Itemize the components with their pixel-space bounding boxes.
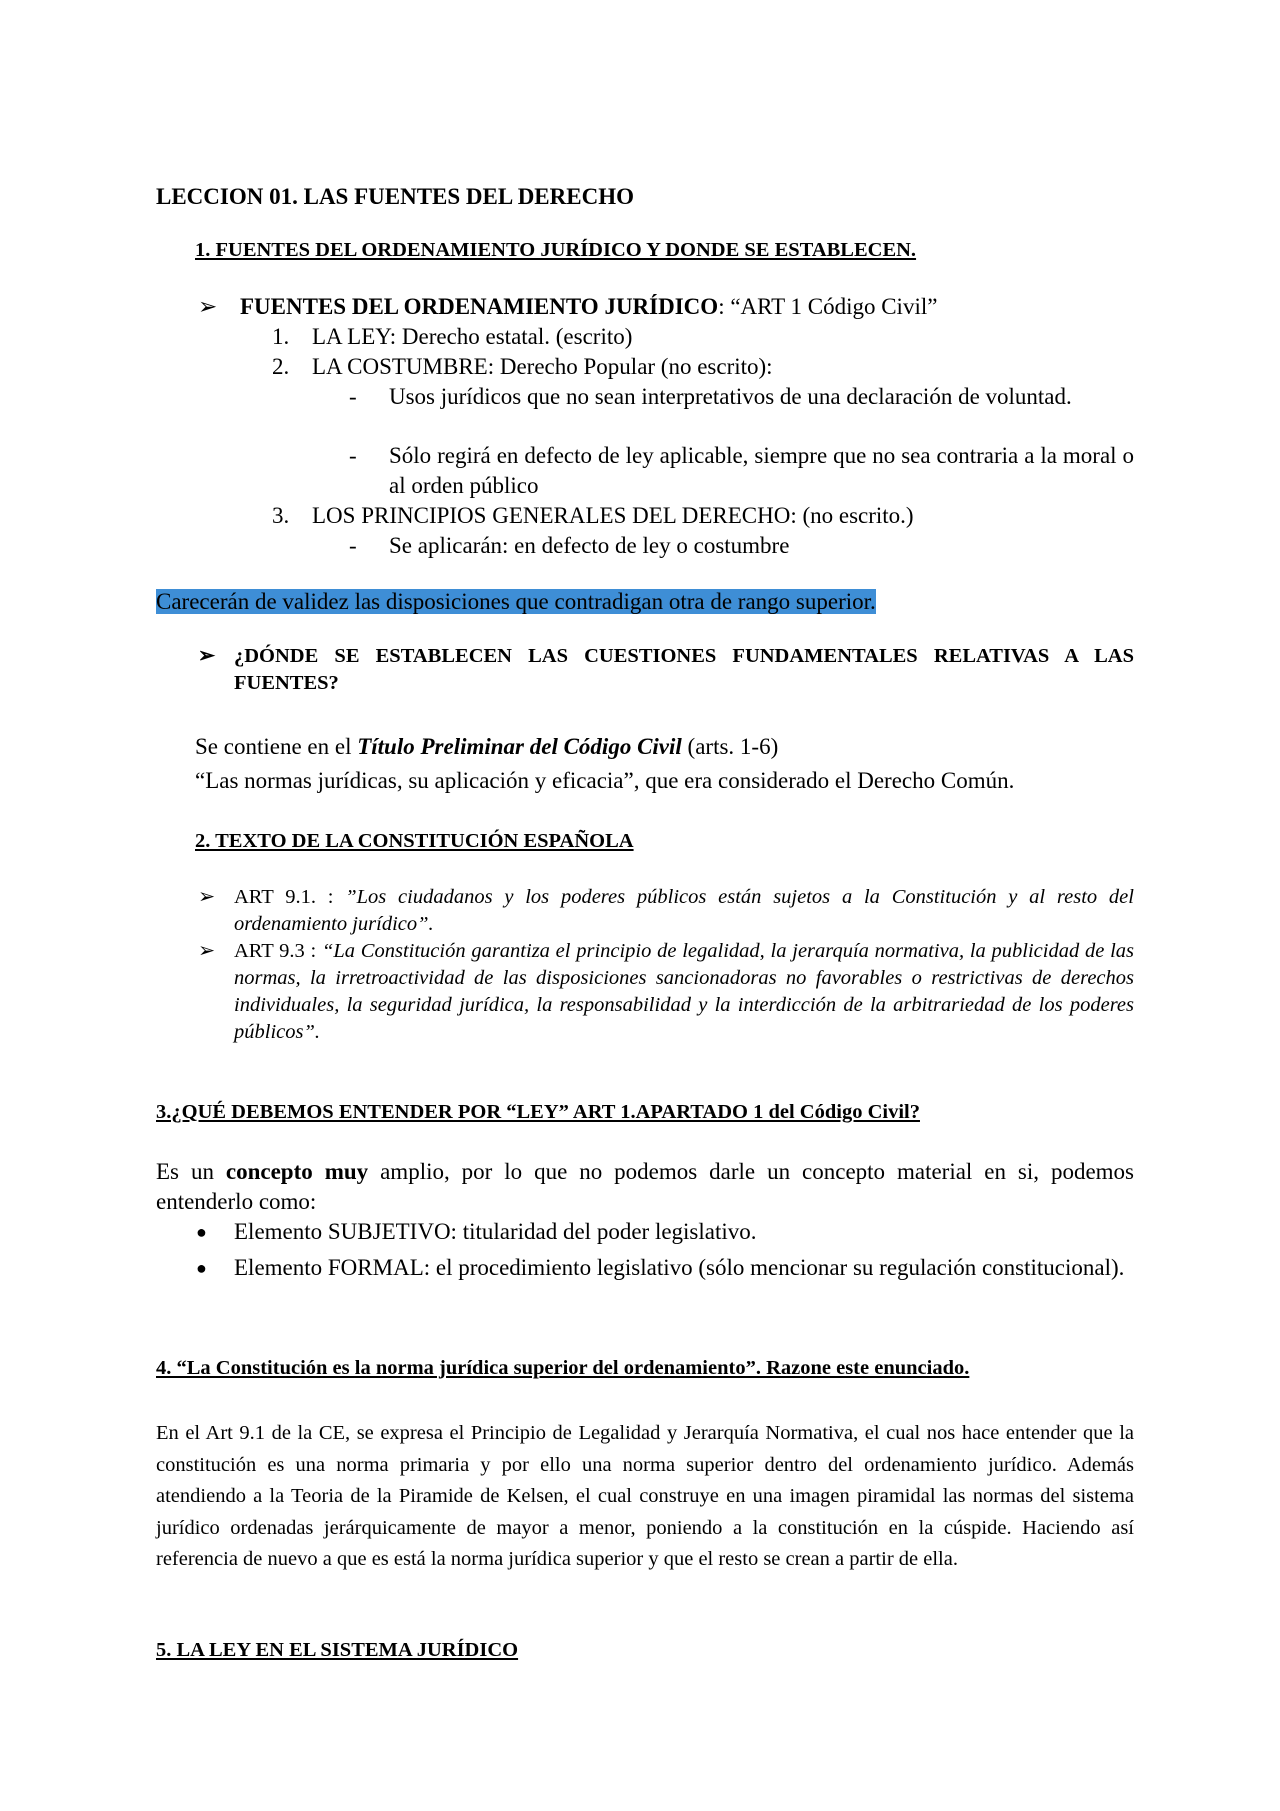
list-item: 3. LOS PRINCIPIOS GENERALES DEL DERECHO: (no escrito.) (272, 503, 914, 528)
arrow-icon: ➢ (198, 645, 216, 667)
arrow-icon: ➢ (198, 940, 216, 962)
donde-answer-line2: “Las normas jurídicas, su aplicación y eficacia”, que era considerado el Derecho Común. (195, 768, 1015, 793)
fuentes-bullet (198, 292, 1134, 322)
art-9-3: ➢ ART 9.3 : “La Constitución garantiza el principio de legalidad, la jerarquía normativa, la publicidad de las normas, la irretroactividad de las disposiciones sancionadoras no favorables o restrictivas de derechos individuales, la seguridad jurídica, la responsabilidad y la interdicción de la arbitrariedad de los poderes públicos”. (198, 938, 1134, 1046)
section-4-paragraph: En el Art 9.1 de la CE, se expresa el Principio de Legalidad y Jerarquía Normativa, el cual nos hace entender que la constitución es una norma primaria y por ello una norma superior dentro del ordenamiento jurídico. Además atendiendo a la Teoria de la Piramide de Kelsen, el cual construye en una imagen piramidal las normas del sistema jurídico ordenadas jerárquicamente de mayor a menor, poniendo a la constitución en la cúspide. Haciendo así referencia de nuevo a que es está la norma jurídica superior y que el resto se crean a partir de ella. (156, 1422, 1134, 1570)
art-9-1: ➢ ART 9.1. : ”Los ciudadanos y los poderes públicos están sujetos a la Constitución y al resto del ordenamiento jurídico”. (198, 884, 1134, 938)
list-item: 1. LA LEY: Derecho estatal. (escrito) (272, 324, 633, 349)
list-item: ● Elemento SUBJETIVO: titularidad del poder legislativo. (196, 1217, 1134, 1247)
section-5-heading: 5. LA LEY EN EL SISTEMA JURÍDICO (156, 1639, 519, 1661)
section-3-paragraph: Es un concepto muy amplio, por lo que no podemos darle un concepto material en si, podemos entenderlo como: (156, 1159, 1134, 1214)
section-4-heading: 4. “La Constitución es la norma jurídica superior del ordenamiento”. Razone este enunciado. (156, 1357, 970, 1379)
highlighted-note: Carecerán de validez las disposiciones que contradigan otra de rango superior. (156, 589, 876, 614)
arrow-icon: ➢ (198, 294, 218, 319)
list-item: ● Elemento FORMAL: el procedimiento legislativo (sólo mencionar su regulación constitucional). (196, 1251, 1134, 1285)
bullet-icon: ● (196, 1258, 207, 1278)
page-title: LECCION 01. LAS FUENTES DEL DERECHO (156, 184, 634, 209)
list-item: 2. LA COSTUMBRE: Derecho Popular (no escrito): (272, 354, 773, 379)
arrow-icon: ➢ (198, 886, 216, 908)
bullet-icon: ● (196, 1222, 207, 1242)
section-1-heading: 1. FUENTES DEL ORDENAMIENTO JURÍDICO Y DONDE SE ESTABLECEN. (195, 239, 917, 261)
section-2-heading: 2. TEXTO DE LA CONSTITUCIÓN ESPAÑOLA (195, 830, 634, 852)
list-item: - Usos jurídicos que no sean interpretativos de una declaración de voluntad. (349, 384, 1072, 409)
fuentes-label: FUENTES DEL ORDENAMIENTO JURÍDICO (240, 294, 719, 319)
list-item: - Se aplicarán: en defecto de ley o costumbre (349, 533, 790, 558)
donde-question: ➢ ¿DÓNDE SE ESTABLECEN LAS CUESTIONES FUNDAMENTALES RELATIVAS A LAS FUENTES? (198, 643, 1134, 697)
list-item: - Sólo regirá en defecto de ley aplicable, siempre que no sea contraria a la moral o al orden público (349, 443, 1134, 498)
donde-answer: Se contiene en el Título Preliminar del Código Civil (arts. 1-6) (195, 734, 779, 759)
fuentes-ref: : “ART 1 Código Civil” (718, 294, 938, 319)
section-3-heading: 3.¿QUÉ DEBEMOS ENTENDER POR “LEY” ART 1.APARTADO 1 del Código Civil? (156, 1101, 920, 1123)
